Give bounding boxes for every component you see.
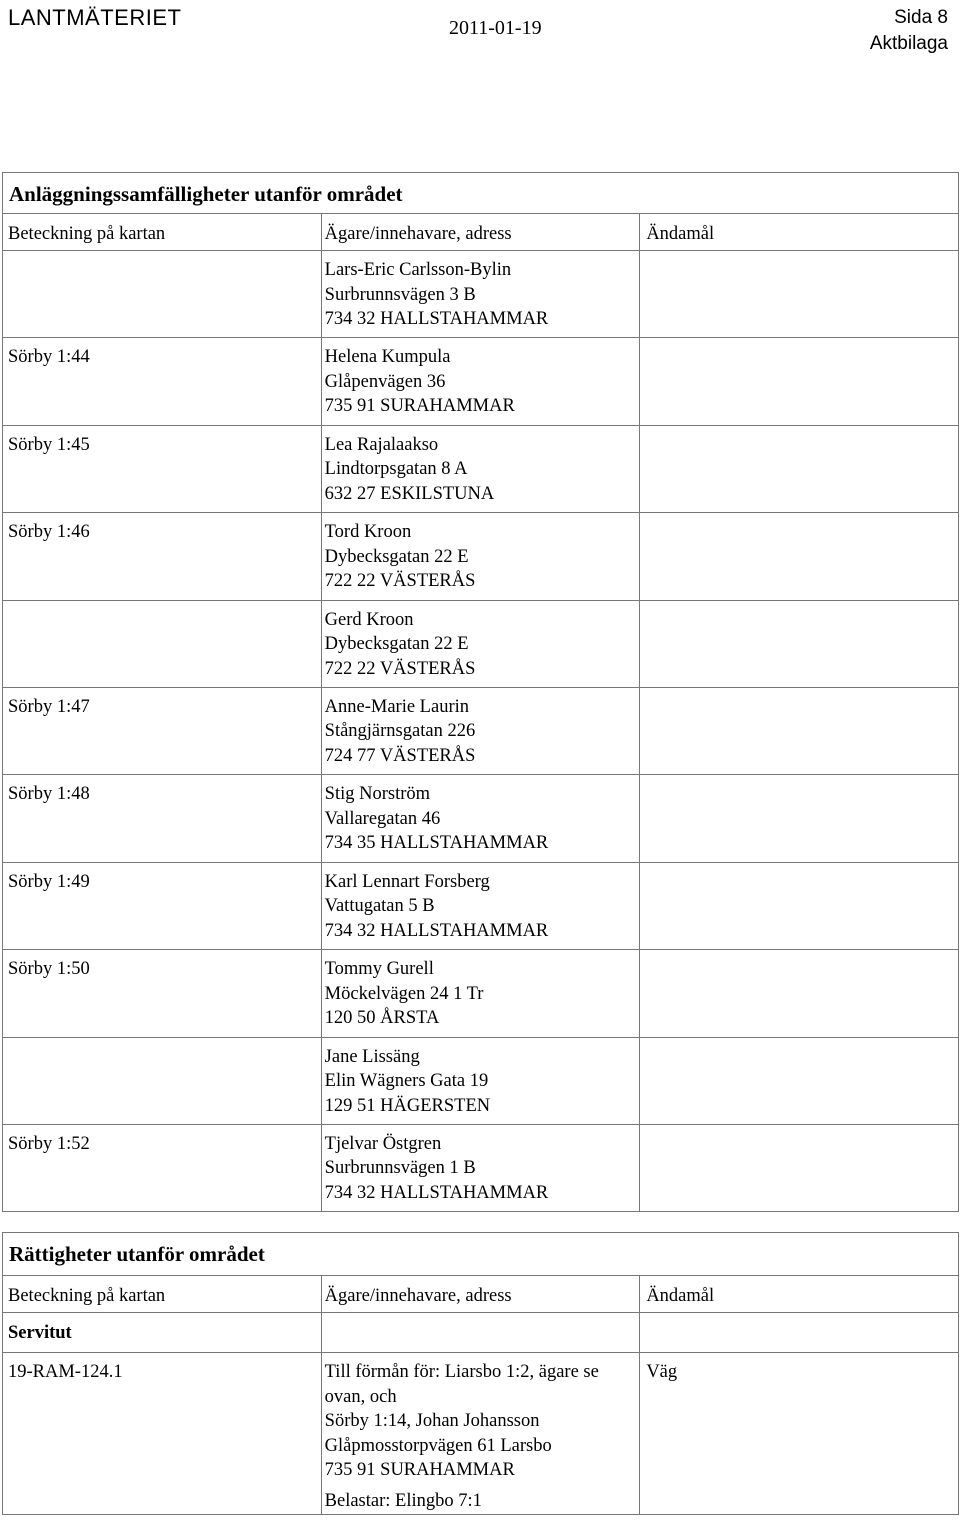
owner-line: 734 32 HALLSTAHAMMAR — [324, 920, 549, 941]
purpose — [640, 338, 959, 425]
owner-line: Möckelvägen 24 1 Tr — [324, 983, 484, 1004]
owner-line: 724 77 VÄSTERÅS — [324, 745, 476, 766]
property-designation: Sörby 1:45 — [3, 425, 322, 512]
owner-line: 722 22 VÄSTERÅS — [324, 571, 476, 592]
table-row — [3, 1353, 959, 1515]
owner-line: 734 35 HALLSTAHAMMAR — [324, 833, 549, 854]
owner-line: 632 27 ESKILSTUNA — [324, 483, 495, 504]
column-header-purpose: Ändamål — [640, 1276, 959, 1313]
owner-line: Lindtorpsgatan 8 A — [324, 459, 468, 480]
owner-line: Vallaregatan 46 — [324, 808, 441, 829]
owner-line: Surbrunnsvägen 1 B — [324, 1158, 476, 1179]
table-row — [3, 425, 959, 512]
owner-line: Tjelvar Östgren — [324, 1133, 442, 1154]
table-row — [3, 1037, 959, 1124]
owner-address — [321, 251, 640, 338]
purpose — [640, 425, 959, 512]
owner-line: Sörby 1:14, Johan Johansson — [324, 1411, 540, 1431]
purpose — [640, 775, 959, 862]
purpose — [640, 600, 959, 687]
owner-line: Lea Rajalaakso — [324, 434, 439, 455]
owner-line: 735 91 SURAHAMMAR — [324, 1460, 515, 1480]
owner-line: Tord Kroon — [324, 522, 412, 543]
owner-line: Jane Lissäng — [324, 1046, 420, 1067]
subheading-servitut: Servitut — [3, 1313, 322, 1353]
property-designation: Sörby 1:47 — [3, 687, 322, 774]
page-header — [0, 0, 960, 60]
document-date: 2011-01-19 — [449, 17, 542, 39]
table-row — [3, 1124, 959, 1211]
property-designation: Sörby 1:52 — [3, 1124, 322, 1211]
owner-line: Stångjärnsgatan 226 — [324, 721, 476, 742]
page-number: Sida 8 — [894, 7, 948, 28]
owner-line: Surbrunnsvägen 3 B — [324, 284, 476, 305]
owner-line: Lars-Eric Carlsson-Bylin — [324, 260, 512, 280]
owner-address — [321, 1037, 640, 1124]
owner-line: Elin Wägners Gata 19 — [324, 1071, 489, 1092]
property-designation: Sörby 1:49 — [3, 862, 322, 949]
rights-table — [2, 1232, 959, 1515]
owner-line: Helena Kumpula — [324, 347, 451, 368]
encumbrance-note: Belastar: Elingbo 7:1 — [324, 1490, 482, 1511]
property-designation — [3, 251, 322, 338]
purpose: Väg — [640, 1353, 959, 1515]
owner-address — [321, 950, 640, 1037]
table-row — [3, 338, 959, 425]
facilities-table — [2, 172, 959, 1212]
owner-line: Dybecksgatan 22 E — [324, 546, 469, 567]
column-header-designation: Beteckning på kartan — [3, 1276, 322, 1313]
owner-address — [321, 687, 640, 774]
empty-cell — [321, 1313, 640, 1353]
property-designation — [3, 1037, 322, 1124]
section-title: Anläggningssamfälligheter utanför området — [3, 173, 959, 214]
owner-address — [321, 338, 640, 425]
column-header-designation: Beteckning på kartan — [3, 214, 322, 251]
owner-line: 735 91 SURAHAMMAR — [324, 396, 515, 417]
table-row — [3, 862, 959, 949]
section-title: Rättigheter utanför området — [3, 1233, 959, 1276]
owner-line: Glåpenvägen 36 — [324, 371, 446, 392]
owner-line: Karl Lennart Forsberg — [324, 871, 490, 892]
purpose — [640, 251, 959, 338]
owner-line: Glåpmosstorpvägen 61 Larsbo — [324, 1435, 552, 1456]
purpose — [640, 513, 959, 600]
document-type: Aktbilaga — [869, 33, 948, 54]
owner-address — [321, 425, 640, 512]
table-row — [3, 251, 959, 338]
owner-line: Gerd Kroon — [324, 609, 414, 630]
owner-address — [321, 775, 640, 862]
owner-line: Till förmån för: Liarsbo 1:2, ägare se ovan, och — [324, 1362, 599, 1407]
property-designation: Sörby 1:48 — [3, 775, 322, 862]
table-row — [3, 950, 959, 1037]
owner-line: 722 22 VÄSTERÅS — [324, 658, 476, 679]
column-header-purpose: Ändamål — [640, 214, 959, 251]
purpose — [640, 687, 959, 774]
owner-address — [321, 862, 640, 949]
agency-name: LANTMÄTERIET — [8, 5, 182, 30]
owner-line: Vattugatan 5 B — [324, 896, 435, 917]
owner-line: Dybecksgatan 22 E — [324, 634, 469, 655]
owner-address — [321, 1124, 640, 1211]
property-designation: 19-RAM-124.1 — [3, 1353, 322, 1515]
purpose — [640, 862, 959, 949]
owner-address — [321, 1353, 640, 1515]
column-header-owner: Ägare/innehavare, adress — [321, 214, 640, 251]
property-designation: Sörby 1:50 — [3, 950, 322, 1037]
owner-line: Anne-Marie Laurin — [324, 696, 469, 717]
property-designation: Sörby 1:44 — [3, 338, 322, 425]
owner-line: 734 32 HALLSTAHAMMAR — [324, 309, 549, 329]
table-row — [3, 687, 959, 774]
owner-line: 129 51 HÄGERSTEN — [324, 1095, 491, 1116]
owner-line: Tommy Gurell — [324, 959, 434, 980]
owner-line: 120 50 ÅRSTA — [324, 1008, 440, 1029]
owner-line: 734 32 HALLSTAHAMMAR — [324, 1182, 549, 1203]
purpose — [640, 1037, 959, 1124]
owner-address — [321, 600, 640, 687]
purpose — [640, 1124, 959, 1211]
page-info — [870, 5, 948, 57]
column-header-owner: Ägare/innehavare, adress — [321, 1276, 640, 1313]
purpose — [640, 950, 959, 1037]
property-designation: Sörby 1:46 — [3, 513, 322, 600]
table-row — [3, 513, 959, 600]
owner-address — [321, 513, 640, 600]
empty-cell — [640, 1313, 959, 1353]
table-row — [3, 600, 959, 687]
owner-line: Stig Norström — [324, 784, 431, 805]
property-designation — [3, 600, 322, 687]
table-row — [3, 775, 959, 862]
